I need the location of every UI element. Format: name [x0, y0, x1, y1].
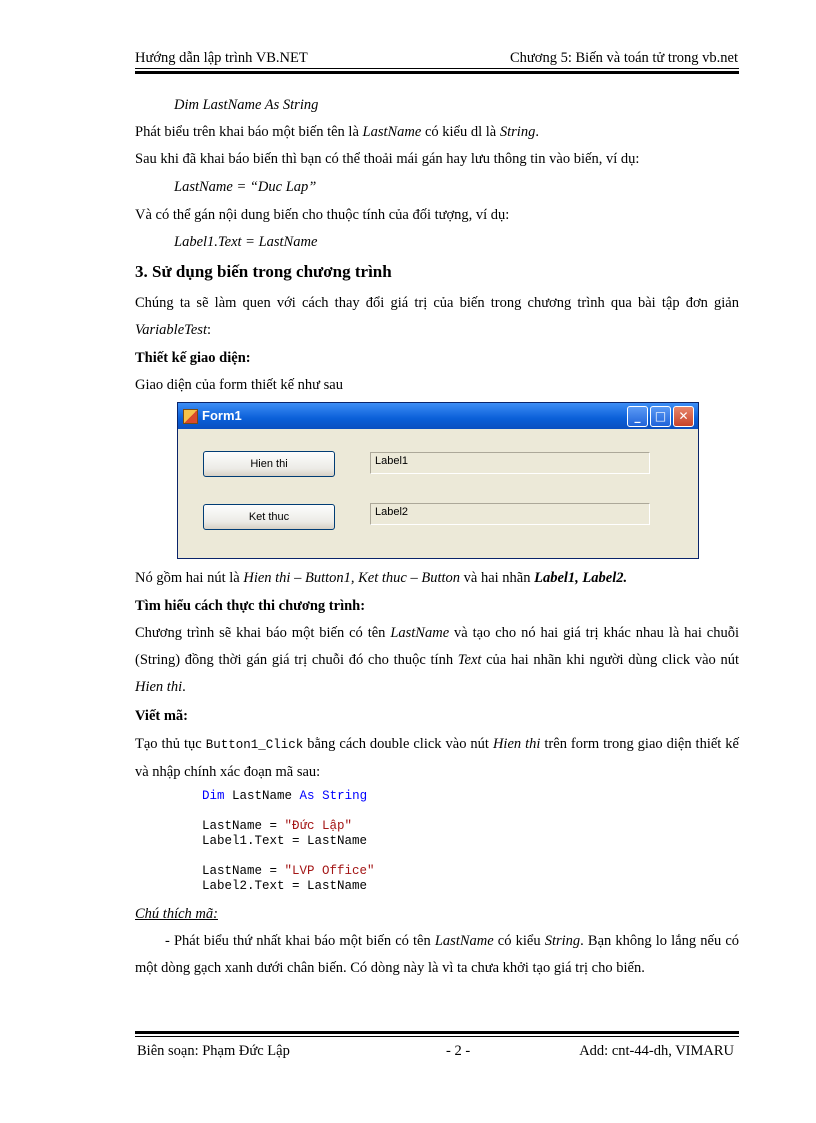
code-line-label: Label1.Text = LastName	[174, 234, 318, 250]
code-line-5: Label2.Text = LastName	[202, 879, 368, 893]
footer-author: Biên soạn: Phạm Đức Lập	[137, 1043, 290, 1059]
footer-rule-thick	[135, 1031, 739, 1034]
paragraph-notes: - Phát biểu thứ nhất khai báo một biến có tên LastName có kiểu String. Bạn không lo lắng nếu có một dòng gạch xanh dưới chân biến. Có dòng này là vì ta chưa khởi tạo giá trị cho biến.	[135, 933, 740, 976]
paragraph-property: Và có thể gán nội dung biến cho thuộc tính của đối tượng, ví dụ:	[135, 207, 510, 223]
minimize-icon[interactable]: _	[627, 406, 648, 427]
code-line-3: Label1.Text = LastName	[202, 834, 368, 848]
code-line-dim: Dim LastName As String	[174, 97, 319, 113]
hien-thi-button[interactable]: Hien thi	[203, 451, 335, 477]
header-rule-thick	[135, 71, 739, 74]
header-left: Hướng dẫn lập trình VB.NET	[135, 50, 308, 66]
code-line-2: LastName = "Đức Lập"	[202, 819, 353, 833]
page-number: - 2 -	[446, 1043, 471, 1059]
design-text: Giao diện của form thiết kế như sau	[135, 377, 343, 393]
close-icon[interactable]: ✕	[673, 406, 694, 427]
notes-heading: Chú thích mã:	[135, 906, 218, 922]
footer-address: Add: cnt-44-dh, VIMARU	[579, 1043, 734, 1059]
footer-rule-thin	[135, 1036, 739, 1037]
app-icon	[183, 409, 198, 424]
header-right: Chương 5: Biến và toán tử trong vb.net	[510, 50, 738, 66]
code-heading: Viết mã:	[135, 708, 189, 724]
form-titlebar	[178, 403, 698, 429]
design-heading: Thiết kế giao diện:	[135, 350, 251, 366]
label1: Label1	[370, 452, 650, 474]
form-title: Form1	[202, 408, 242, 423]
exec-heading: Tìm hiểu cách thực thi chương trình:	[135, 598, 366, 614]
ket-thuc-button[interactable]: Ket thuc	[203, 504, 335, 530]
paragraph-intro: Chúng ta sẽ làm quen với cách thay đổi giá trị của biến trong chương trình qua bài tập đơn giản VariableTest:	[135, 295, 739, 338]
section-heading: 3. Sử dụng biến trong chương trình	[135, 262, 392, 281]
code-line-4: LastName = "LVP Office"	[202, 864, 375, 878]
paragraph-code-instructions: Tạo thủ tục Button1_Click bằng cách double click vào nút Hien thi trên form trong giao diện thiết kế và nhập chính xác đoạn mã sau:	[135, 736, 739, 780]
code-line-assign: LastName = “Duc Lap”	[174, 179, 317, 195]
paragraph-assign: Sau khi đã khai báo biến thì bạn có thể thoải mái gán hay lưu thông tin vào biến, ví dụ:	[135, 151, 640, 167]
paragraph-controls: Nó gồm hai nút là Hien thi – Button1, Ket thuc – Button và hai nhãn Label1, Label2.	[135, 570, 628, 586]
paragraph-declaration: Phát biểu trên khai báo một biến tên là LastName có kiểu dl là String.	[135, 124, 539, 140]
code-line-1: Dim LastName As String	[202, 789, 368, 803]
form-window	[177, 402, 699, 559]
maximize-icon[interactable]: □	[650, 406, 671, 427]
label2: Label2	[370, 503, 650, 525]
paragraph-exec: Chương trình sẽ khai báo một biến có tên LastName và tạo cho nó hai giá trị khác nhau là hai chuỗi (String) đồng thời gán giá trị chuỗi đó cho thuộc tính Text của hai nhãn khi người dùng click vào nút Hien thi.	[135, 625, 740, 695]
header-rule-thin	[135, 68, 739, 69]
